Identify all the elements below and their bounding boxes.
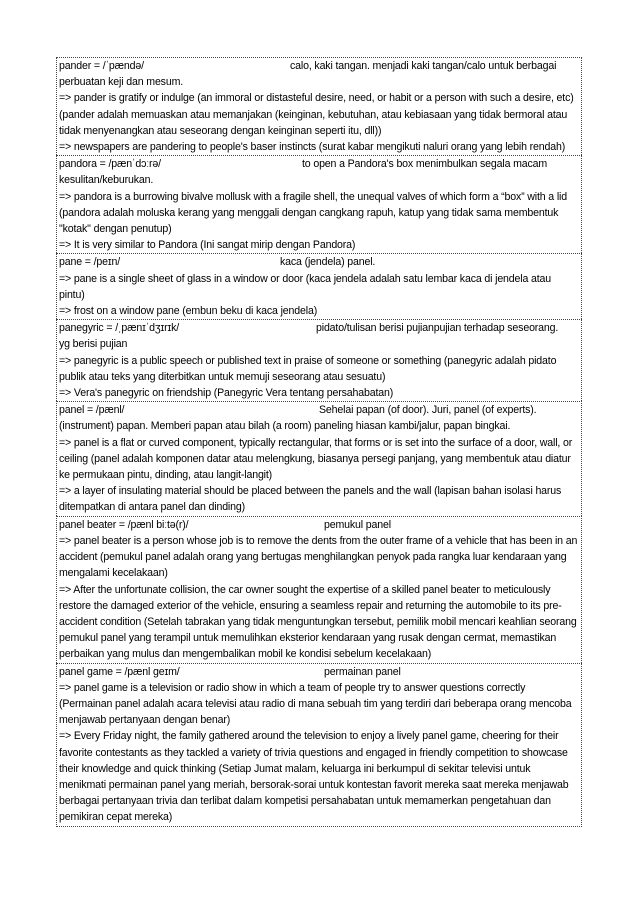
- entry-pander: [56, 57, 582, 155]
- gloss-continuation: yg berisi pujian: [59, 338, 128, 351]
- entry-panegyric: [56, 319, 582, 401]
- dictionary-sheet: [56, 57, 582, 827]
- headword: panel = /pænl/: [59, 404, 125, 417]
- definition-line: => pane is a single sheet of glass in a window or door (kaca jendela adalah satu lembar kaca di jendela atau pintu): [59, 272, 552, 301]
- gloss-continuation: perbuatan keji dan mesum.: [59, 76, 184, 89]
- example-line: => newspapers are pandering to people's baser instincts (surat kabar mengikuti naluri orang yang lebih rendah): [59, 141, 566, 154]
- gloss: calo, kaki tangan. menjadi kaki tangan/calo untuk berbagai: [290, 60, 557, 72]
- definition-line: => pander is gratify or indulge (an immoral or distasteful desire, need, or habit or a person with such a desire, etc) (pander adalah memuaskan atau memanjakan (keinginan, kebutuhan, atau kebiasaan yang tidak bermoral atau tidak menyenangkan atau seseorang dengan keinginan seperti itu, dll)): [59, 92, 574, 137]
- example-line: => Vera's panegyric on friendship (Panegyric Vera tentang persahabatan): [59, 387, 394, 400]
- example-line: => After the unfortunate collision, the car owner sought the expertise of a skilled panel beater to meticulously restore the damaged exterior of the vehicle, ensuring a seamless repair and returning the automobile to its pre-accident condition (Setelah tabrakan yang tidak menguntungkan tersebut, pemilik mobil mencari keahlian seorang pemukul panel yang terampil untuk memulihkan eksterior kendaraan yang rusak dengan cermat, memastikan perbaikan yang mulus dan mengembalikan mobil ke kondisi sebelum kecelakaan): [59, 583, 577, 661]
- definition-line: => panel beater is a person whose job is to remove the dents from the outer frame of a vehicle that has been in an accident (pemukul panel adalah orang yang bertugas menghilangkan penyok pada rangka luar kendaraan yang mengalami kecelakaan): [59, 534, 578, 580]
- gloss: kaca (jendela) panel.: [280, 256, 376, 269]
- gloss: pidato/tulisan berisi pujianpujian terhadap seseorang.: [316, 322, 559, 335]
- headword: panegyric = /ˌpænɪˈdʒɪrɪk/: [59, 322, 180, 335]
- entry-headline: [59, 517, 579, 533]
- gloss: to open a Pandora's box menimbulkan segala macam: [302, 158, 548, 171]
- gloss: permainan panel: [324, 665, 401, 678]
- entry-headline: [59, 254, 579, 270]
- example-line: => frost on a window pane (embun beku di kaca jendela): [59, 305, 318, 318]
- definition-line: => panel game is a television or radio show in which a team of people try to answer questions correctly (Permainan panel adalah acara televisi atau radio di mana sebuah tim yang terdiri dari beberapa orang mencoba menjawab pertanyaan dengan benar): [59, 681, 572, 727]
- example-line: => Every Friday night, the family gathered around the television to enjoy a lively panel game, cheering for their favorite contestants as they tackled a variety of trivia questions and engaged in friendly competition to showcase their knowledge and quick thinking (Setiap Jumat malam, keluarga ini berkumpul di sekitar televisi untuk menikmati permainan panel yang meriah, bersorak-sorai untuk kontestan favorit mereka saat mereka menjawab berbagai pertanyaan trivia dan terlibat dalam kompetisi persahabatan untuk memamerkan pengetahuan dan pemikiran cepat mereka): [59, 730, 569, 824]
- headword: pander = /ˈpændə/: [59, 60, 144, 72]
- example-line: => a layer of insulating material should be placed between the panels and the wall (lapisan bahan isolasi harus ditempatkan di antara panel dan dinding): [59, 485, 562, 514]
- gloss: pemukul panel: [324, 518, 391, 531]
- headword: pandora = /pænˈdɔːrə/: [59, 158, 161, 171]
- gloss-continuation: kesulitan/keburukan.: [59, 174, 154, 187]
- headword: panel game = /pænl ɡeɪm/: [59, 665, 180, 678]
- headword: pane = /peɪn/: [59, 256, 121, 269]
- example-line: => It is very similar to Pandora (Ini sangat mirip dengan Pandora): [59, 239, 356, 252]
- entry-headline: [59, 156, 579, 172]
- entry-panel-beater: [56, 516, 582, 663]
- gloss-continuation: (instrument) papan. Memberi papan atau bilah (a room) paneling hiasan kambi/jalur, papan bingkai.: [59, 420, 511, 433]
- entry-pane: [56, 253, 582, 319]
- definition-line: => pandora is a burrowing bivalve mollusk with a fragile shell, the unequal valves of which form a “box” with a lid (pandora adalah moluska kerang yang menggali dengan cangkang rapuh, katup yang tidak sama membentuk "kotak" dengan penutup): [59, 190, 567, 236]
- entry-headline: [59, 58, 579, 74]
- entry-headline: [59, 402, 579, 418]
- definition-line: => panegyric is a public speech or published text in praise of someone or something (panegyric adalah pidato publik atau teks yang diterbitkan untuk memuji seseorang atau sesuatu): [59, 354, 557, 383]
- definition-line: => panel is a flat or curved component, typically rectangular, that forms or is set into the surface of a door, wall, or ceiling (panel adalah komponen datar atau melengkung, biasanya persegi panjang, yang membentuk atau diatur ke permukaan pintu, dinding, atau langit-langit): [59, 436, 573, 482]
- entry-headline: [59, 320, 579, 336]
- entry-panel-game: [56, 663, 582, 827]
- entry-panel: [56, 401, 582, 515]
- gloss: Sehelai papan (of door). Juri, panel (of experts).: [319, 404, 537, 417]
- headword: panel beater = /pænl biːtə(r)/: [59, 518, 189, 531]
- entry-pandora: [56, 155, 582, 253]
- entry-headline: [59, 664, 579, 680]
